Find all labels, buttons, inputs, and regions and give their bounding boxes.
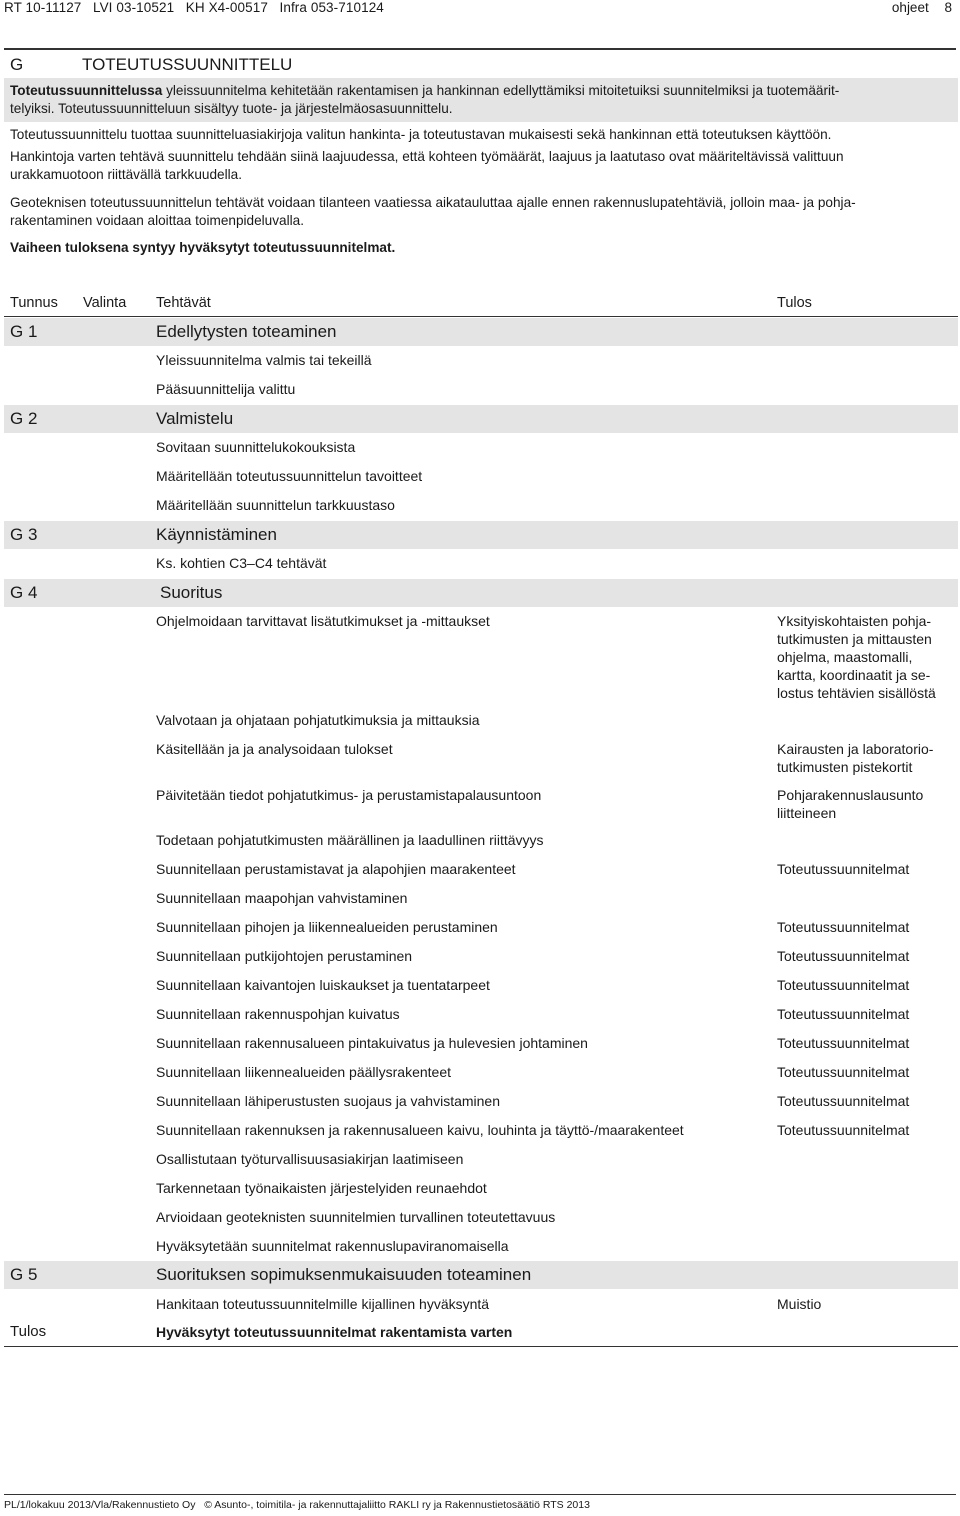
phase-row [4, 579, 958, 607]
result-line: tutkimusten ja mittausten [777, 631, 932, 647]
section-title: TOTEUTUSSUUNNITTELU [82, 55, 293, 74]
row-task: Käsitellään ja ja analysoidaan tulokset [156, 741, 393, 757]
phase-row [4, 521, 958, 549]
row-code: G 5 [10, 1265, 38, 1284]
row-task: Arvioidaan geoteknisten suunnitelmien turvallinen toteutettavuus [156, 1209, 556, 1225]
paragraph-2-line-1: Hankintoja varten tehtävä suunnittelu tehdään siinä laajuudessa, että kohteen työmäärät, laajuus ja laatutaso ovat määriteltävissä valittuun [10, 149, 844, 164]
row-task: Suoritus [160, 583, 223, 602]
top-rule [4, 48, 956, 50]
result-line: kartta, koordinaatit ja se- [777, 667, 931, 683]
header-choice: Valinta [83, 295, 127, 311]
row-code: G 3 [10, 525, 38, 544]
row-task: Hyväksytetään suunnitelmat rakennuslupaviranomaisella [156, 1238, 509, 1254]
result-line: tutkimusten pistekortit [777, 759, 913, 775]
table-header-rule [4, 316, 958, 317]
row-result: Toteutussuunnitelmat [777, 861, 910, 877]
row-result: Toteutussuunnitelmat [777, 948, 910, 964]
row-task: Suunnitellaan rakennuspohjan kuivatus [156, 1006, 400, 1022]
row-task: Käynnistäminen [156, 525, 277, 544]
row-result: Toteutussuunnitelmat [777, 919, 910, 935]
row-task: Valvotaan ja ohjataan pohjatutkimuksia ja mittauksia [156, 712, 480, 728]
row-result: Toteutussuunnitelmat [777, 1122, 910, 1138]
intro-text-2: telyiksi. Toteutussuunnitteluun sisältyy tuote- ja järjestelmäosasuunnittelu. [10, 101, 453, 116]
result-line: Pohjarakennuslausunto [777, 787, 924, 803]
header-result: Tulos [777, 295, 812, 311]
result-line: Yksityiskohtaisten pohja- [777, 613, 932, 629]
result-line: lostus tehtävien sisällöstä [777, 685, 936, 701]
row-task: Suunnitellaan pihojen ja liikennealueiden perustaminen [156, 919, 498, 935]
row-result: Toteutussuunnitelmat [777, 977, 910, 993]
row-result: Toteutussuunnitelmat [777, 1006, 910, 1022]
page-number: 8 [944, 0, 952, 15]
page-footer: PL/1/lokakuu 2013/Vla/Rakennustieto Oy © Asunto-, toimitila- ja rakennuttajaliitto RAKLI ry ja Rakennustietosäätiö RTS 2013 [4, 1499, 590, 1511]
footer-rule [4, 1494, 956, 1495]
row-task: Päivitetään tiedot pohjatutkimus- ja perustamistapalausuntoon [156, 787, 542, 803]
paragraph-1: Toteutussuunnittelu tuottaa suunnitteluasiakirjoja valitun hankinta- ja toteutustavan mukaisesti sekä hankinnan että toteutuksen käyttöön. [10, 127, 832, 142]
row-task: Hankitaan toteutussuunnitelmille kijallinen hyväksyntä [156, 1296, 490, 1312]
row-task: Suunnitellaan putkijohtojen perustaminen [156, 948, 413, 964]
row-result: Muistio [777, 1296, 822, 1312]
row-task: Suunnitellaan rakennuksen ja rakennusalueen kaivu, louhinta ja täyttö-/maarakenteet [156, 1122, 684, 1138]
paragraph-2-line-2: urakkamuotoon riittävällä tarkkuudella. [10, 167, 242, 182]
header-tasks: Tehtävät [156, 295, 211, 311]
row-result: Toteutussuunnitelmat [777, 1035, 910, 1051]
row-task: Todetaan pohjatutkimusten määrällinen ja laadullinen riittävyys [156, 832, 544, 848]
row-task: Suunnitellaan liikennealueiden päällysrakenteet [156, 1064, 451, 1080]
paragraph-3-line-1: Geoteknisen toteutussuunnittelun tehtävät voidaan tilanteen vaatiessa aikatauluttaa ajalle ennen rakennuslupatehtäviä, jolloin maa- ja pohja- [10, 195, 856, 210]
intro-bold: Toteutussuunnittelussa [10, 83, 163, 98]
row-code: G 4 [10, 583, 38, 602]
row-task: Määritellään toteutussuunnittelun tavoitteet [156, 468, 423, 484]
row-task: Suunnitellaan lähiperustusten suojaus ja vahvistaminen [156, 1093, 500, 1109]
paragraph-2 [10, 148, 950, 184]
intro-box [4, 78, 958, 122]
row-result [777, 612, 957, 702]
result-line: Kairausten ja laboratorio- [777, 741, 934, 757]
phase-row [4, 405, 958, 433]
intro-text-1: yleissuunnitelma kehitetään rakentamisen ja hankinnan edellyttämiksi mitoitetuiksi suunnitelmiksi ja tuotemäärit- [162, 83, 840, 98]
result-line: ohjelma, maastomalli, [777, 649, 913, 665]
section-letter: G [10, 55, 24, 74]
table-bottom-rule [4, 1346, 958, 1347]
row-task: Hyväksytyt toteutussuunnitelmat rakentamista varten [156, 1324, 513, 1340]
row-task: Osallistutaan työturvallisuusasiakirjan laatimiseen [156, 1151, 464, 1167]
row-task: Suunnitellaan perustamistavat ja alapohjien maarakenteet [156, 861, 516, 877]
document-codes: RT 10-11127 LVI 03-10521 KH X4-00517 Infra 053-710124 [4, 0, 384, 15]
row-result [777, 740, 957, 776]
phase-row [4, 318, 958, 346]
page-label [880, 0, 952, 15]
row-task: Ks. kohtien C3–C4 tehtävät [156, 555, 327, 571]
row-code: G 1 [10, 322, 38, 341]
row-task: Suunnitellaan kaivantojen luiskaukset ja tuentatarpeet [156, 977, 490, 993]
row-task: Sovitaan suunnittelukokouksista [156, 439, 356, 455]
row-task: Suunnitellaan rakennusalueen pintakuivatus ja hulevesien johtaminen [156, 1035, 588, 1051]
phase-result-statement: Vaiheen tuloksena syntyy hyväksytyt toteutussuunnitelmat. [10, 240, 396, 255]
result-line: liitteineen [777, 805, 837, 821]
row-result [777, 786, 957, 822]
row-result: Toteutussuunnitelmat [777, 1093, 910, 1109]
row-code: Tulos [10, 1323, 47, 1340]
row-task: Ohjelmoidaan tarvittavat lisätutkimukset ja -mittaukset [156, 613, 490, 629]
row-task: Suunnitellaan maapohjan vahvistaminen [156, 890, 408, 906]
header-code: Tunnus [10, 295, 58, 311]
row-task: Pääsuunnittelija valittu [156, 381, 296, 397]
row-task: Yleissuunnitelma valmis tai tekeillä [156, 352, 372, 368]
section-heading [10, 55, 292, 75]
row-result: Toteutussuunnitelmat [777, 1064, 910, 1080]
page-header [0, 0, 960, 22]
row-task: Valmistelu [156, 409, 234, 428]
row-task: Määritellään suunnittelun tarkkuustaso [156, 497, 395, 513]
row-code: G 2 [10, 409, 38, 428]
phase-row [4, 1261, 958, 1289]
row-task: Tarkennetaan työnaikaisten järjestelyiden reunaehdot [156, 1180, 487, 1196]
paragraph-3-line-2: rakentaminen voidaan aloittaa toimenpideluvalla. [10, 213, 304, 228]
row-task: Suorituksen sopimuksenmukaisuuden toteaminen [156, 1265, 532, 1284]
paragraph-3 [10, 194, 950, 230]
section-label: ohjeet [891, 0, 929, 15]
row-task: Edellytysten toteaminen [156, 322, 337, 341]
